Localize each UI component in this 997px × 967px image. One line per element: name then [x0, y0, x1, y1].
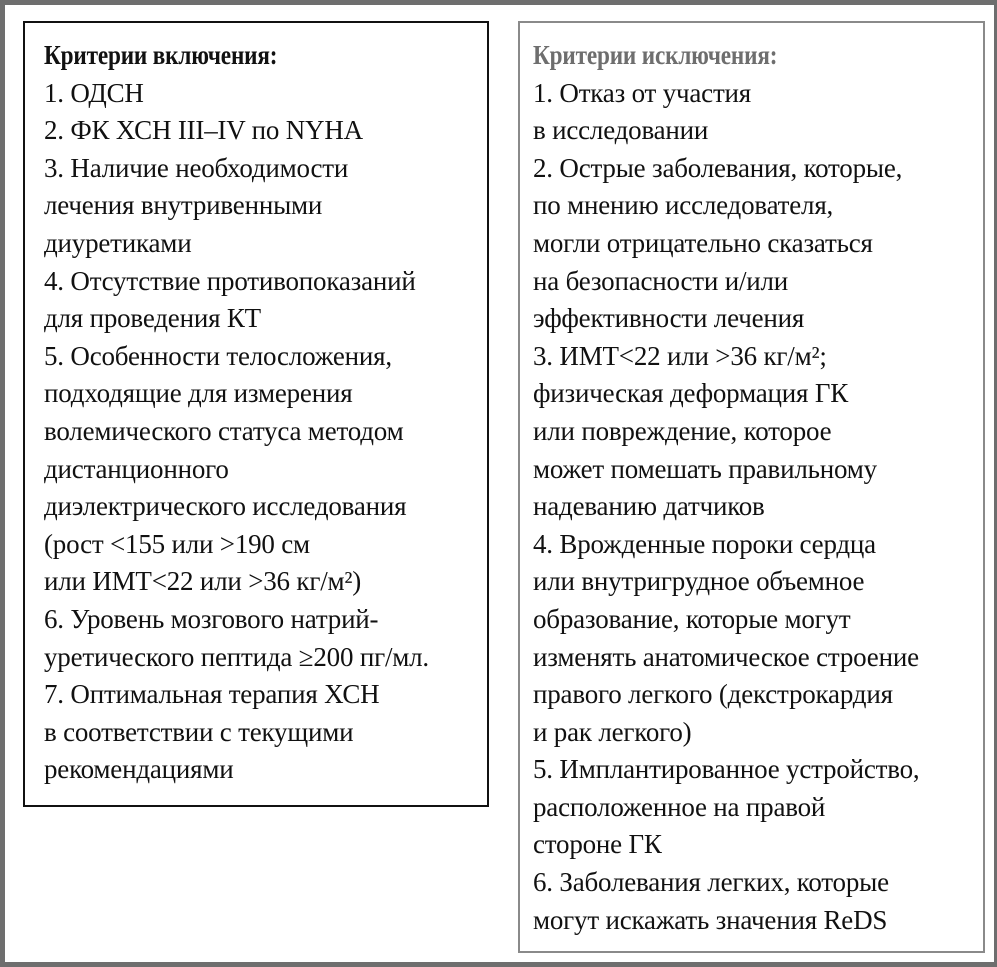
inclusion-title: Критерии включения:	[44, 40, 278, 70]
inclusion-list	[44, 75, 487, 789]
inclusion-line: рекомендациями	[44, 754, 234, 785]
inclusion-line: 5. Особенности телосложения,	[44, 340, 392, 371]
inclusion-line: диуретиками	[44, 227, 192, 258]
inclusion-line: 1. ОДСН	[44, 77, 144, 108]
exclusion-line: изменять анатомическое строение	[533, 641, 919, 672]
inclusion-line: подходящие для измерения	[44, 378, 353, 409]
inclusion-line: 4. Отсутствие противопоказаний	[44, 265, 416, 296]
inclusion-criteria-box	[23, 21, 489, 807]
exclusion-line: физическая деформация ГК	[533, 378, 849, 409]
inclusion-line: диэлектрического исследования	[44, 491, 407, 522]
exclusion-line: стороне ГК	[533, 829, 662, 860]
inclusion-line: 7. Оптимальная терапия ХСН	[44, 679, 380, 710]
exclusion-line: 6. Заболевания легких, которые	[533, 867, 889, 898]
inclusion-line: 6. Уровень мозгового натрий-	[44, 603, 379, 634]
inclusion-line: дистанционного	[44, 453, 229, 484]
exclusion-list	[533, 75, 983, 940]
inclusion-line: лечения внутривенными	[44, 190, 323, 221]
exclusion-line: правого легкого (декстрокардия	[533, 679, 893, 710]
inclusion-line: 3. Наличие необходимости	[44, 152, 349, 183]
exclusion-line: может помешать правильному	[533, 453, 877, 484]
exclusion-line: могли отрицательно сказаться	[533, 227, 873, 258]
exclusion-criteria-box	[518, 21, 985, 953]
exclusion-title: Критерии исключения:	[533, 40, 778, 70]
inclusion-line: для проведения КТ	[44, 303, 261, 334]
exclusion-line: или внутригрудное объемное	[533, 566, 865, 597]
exclusion-line: в исследовании	[533, 115, 709, 146]
exclusion-line: и рак легкого)	[533, 716, 692, 747]
exclusion-line: 3. ИМТ<22 или >36 кг/м²;	[533, 340, 827, 371]
exclusion-line: надеванию датчиков	[533, 491, 765, 522]
exclusion-line: по мнению исследователя,	[533, 190, 834, 221]
exclusion-line: образование, которые могут	[533, 603, 851, 634]
exclusion-line: 2. Острые заболевания, которые,	[533, 152, 903, 183]
inclusion-line: (рост <155 или >190 см	[44, 528, 310, 559]
exclusion-line: 4. Врожденные пороки сердца	[533, 528, 876, 559]
exclusion-line: или повреждение, которое	[533, 415, 832, 446]
exclusion-line: на безопасности и/или	[533, 265, 789, 296]
exclusion-line: 5. Имплантированное устройство,	[533, 754, 920, 785]
inclusion-line: в соответствии с текущими	[44, 716, 354, 747]
inclusion-line: или ИМТ<22 или >36 кг/м²)	[44, 566, 362, 597]
exclusion-line: расположенное на правой	[533, 791, 826, 822]
inclusion-line: волемического статуса методом	[44, 415, 404, 446]
exclusion-line: эффективности лечения	[533, 303, 805, 334]
inclusion-line: 2. ФК ХСН III–IV по NYHA	[44, 115, 363, 146]
exclusion-line: могут искажать значения ReDS	[533, 904, 888, 935]
exclusion-line: 1. Отказ от участия	[533, 77, 752, 108]
inclusion-line: уретического пептида ≥200 пг/мл.	[44, 641, 429, 672]
